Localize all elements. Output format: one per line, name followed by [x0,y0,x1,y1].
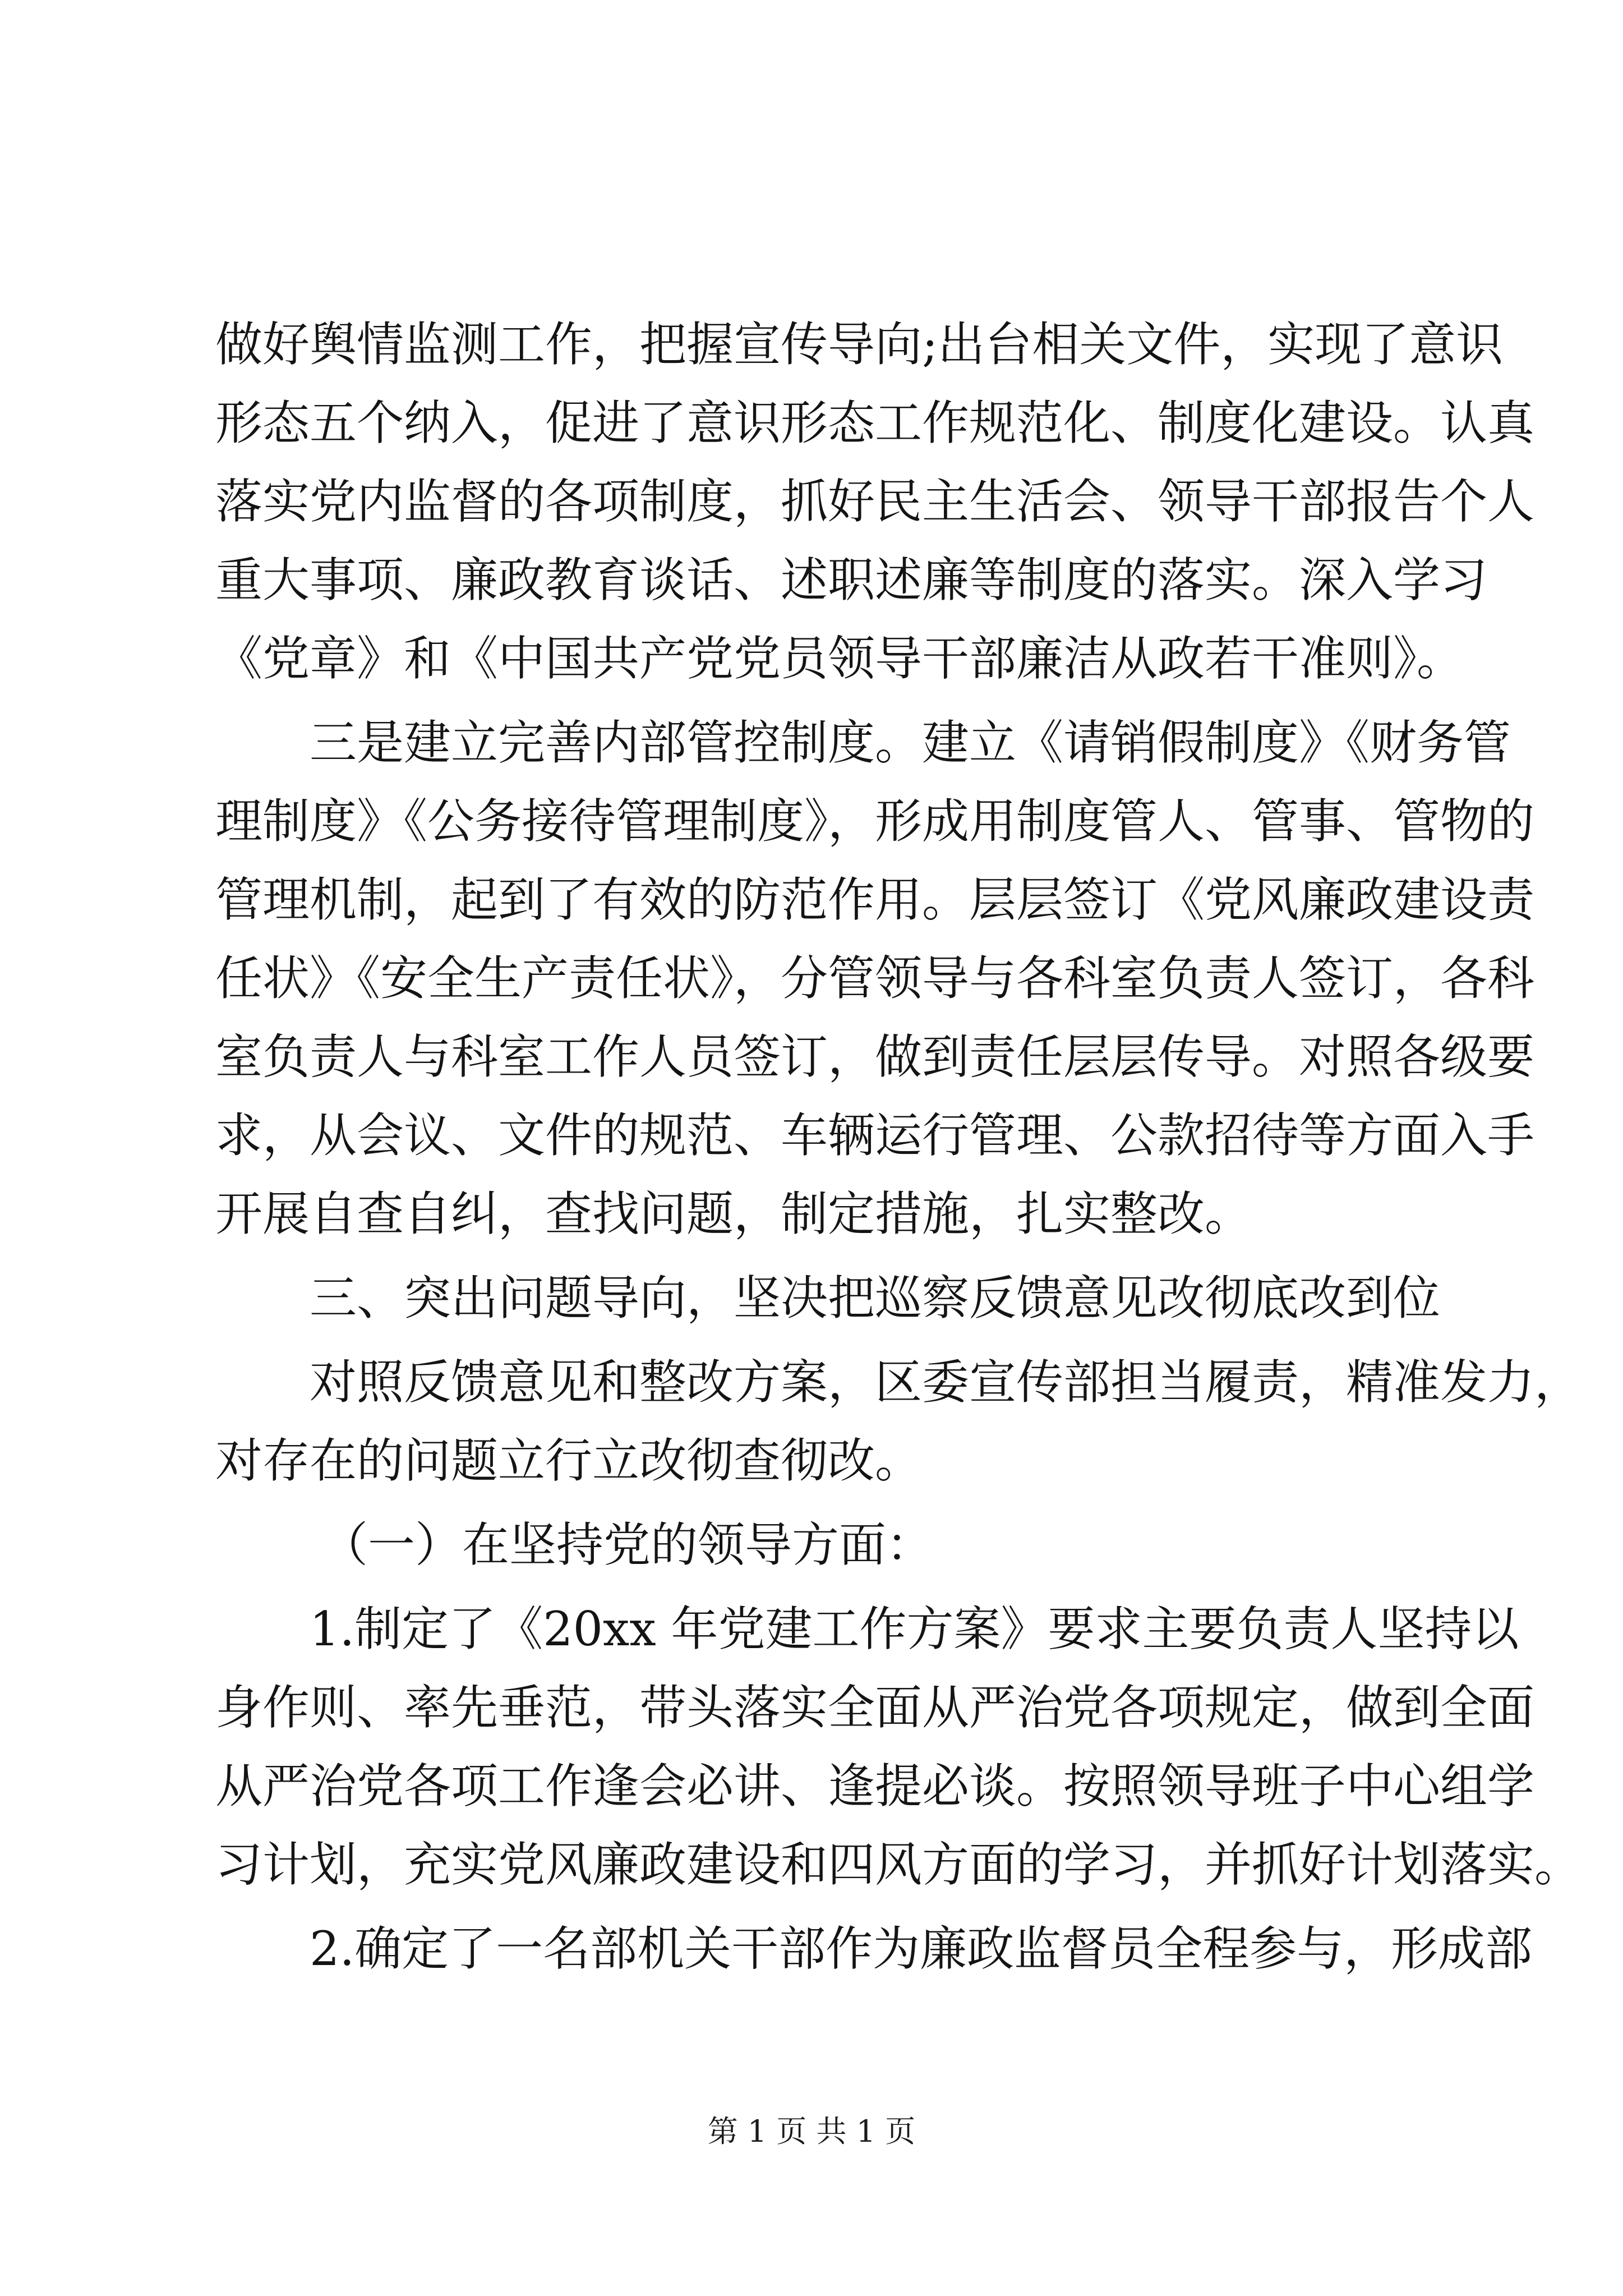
body-text-line: 从严治党各项工作逢会必讲、逢提必谈。按照领导班子中心组学 [215,1759,1535,1814]
body-text-line: 落实党内监督的各项制度，抓好民主生活会、领导干部报告个人 [215,474,1535,529]
body-text-line: 开展自查自纠，查找问题，制定措施，扎实整改。 [215,1186,1252,1241]
paragraph-first-line: 对照反馈意见和整改方案，区委宣传部担当履责，精准发力， [310,1355,1582,1410]
body-text-line: 管理机制，起到了有效的防范作用。层层签订《党风廉政建设责 [215,872,1535,927]
body-text-line: 习计划，充实党风廉政建设和四风方面的学习，并抓好计划落实。 [215,1837,1582,1892]
body-text-line: 形态五个纳入，促进了意识形态工作规范化、制度化建设。认真 [215,395,1535,450]
body-text-line: 做好舆情监测工作，把握宣传导向;出台相关文件，实现了意识 [215,317,1504,372]
body-text-line: 室负责人与科室工作人员签订，做到责任层层传导。对照各级要 [215,1029,1535,1084]
body-text-line: 身作则、率先垂范，带头落实全面从严治党各项规定，做到全面 [215,1680,1535,1735]
body-text-line: 求，从会议、文件的规范、车辆运行管理、公款招待等方面入手 [215,1108,1535,1163]
paragraph-first-line: 2.确定了一名部机关干部作为廉政监督员全程参与，形成部 [310,1921,1533,1976]
subsection-heading: （一）在坚持党的领导方面： [321,1517,934,1572]
paragraph-first-line: 1.制定了《20xx 年党建工作方案》要求主要负责人坚持以 [310,1602,1519,1657]
section-heading: 三、突出问题导向，坚决把巡察反馈意见改彻底改到位 [310,1271,1441,1326]
body-text-line: 《党章》和《中国共产党党员领导干部廉洁从政若干准则》。 [215,631,1464,686]
paragraph-first-line: 三是建立完善内部管控制度。建立《请销假制度》《财务管 [310,715,1511,770]
body-text-line: 对存在的问题立行立改彻查彻改。 [215,1433,923,1488]
body-text-line: 任状》《安全生产责任状》，分管领导与各科室负责人签订，各科 [215,951,1535,1006]
page-footer: 第 1 页 共 1 页 [707,2114,916,2149]
body-text-line: 理制度》《公务接待管理制度》，形成用制度管人、管事、管物的 [215,794,1535,849]
body-text-line: 重大事项、廉政教育谈话、述职述廉等制度的落实。深入学习 [215,553,1488,608]
